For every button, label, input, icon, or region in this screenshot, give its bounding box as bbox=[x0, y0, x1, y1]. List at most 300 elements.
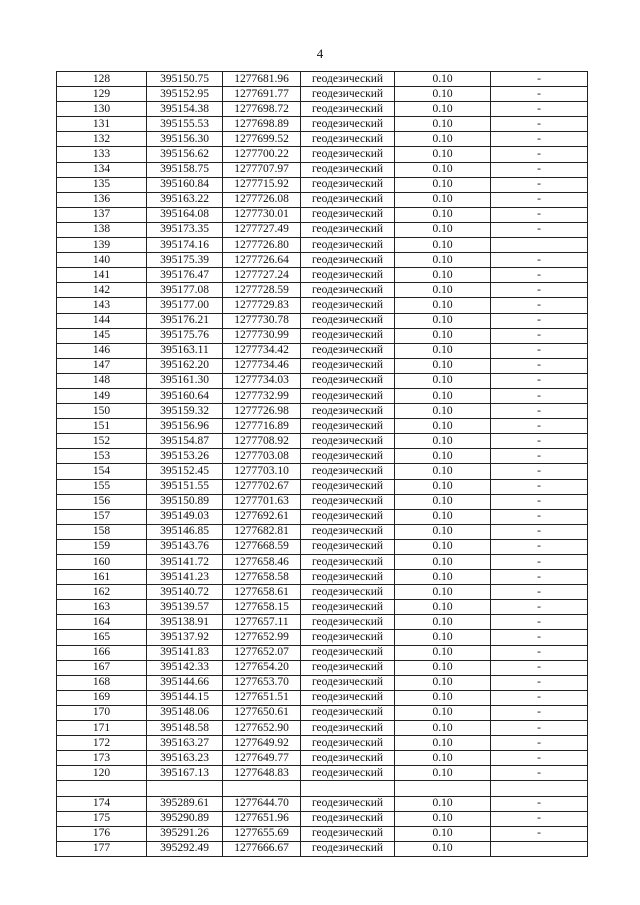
precision-cell: 0.10 bbox=[395, 117, 491, 132]
table-row bbox=[57, 72, 588, 87]
method-cell: геодезический bbox=[301, 358, 395, 373]
point-number-cell: 128 bbox=[57, 72, 147, 87]
x-coordinate-cell: 395141.83 bbox=[147, 645, 223, 660]
point-number-cell: 176 bbox=[57, 826, 147, 841]
x-coordinate-cell: 395161.30 bbox=[147, 373, 223, 388]
x-coordinate-cell: 395175.39 bbox=[147, 253, 223, 268]
y-coordinate-cell: 1277653.70 bbox=[223, 675, 301, 690]
precision-cell: 0.10 bbox=[395, 449, 491, 464]
y-coordinate-cell: 1277655.69 bbox=[223, 826, 301, 841]
x-coordinate-cell: 395146.85 bbox=[147, 524, 223, 539]
precision-cell: 0.10 bbox=[395, 373, 491, 388]
table-row bbox=[57, 615, 588, 630]
x-coordinate-cell: 395291.26 bbox=[147, 826, 223, 841]
method-cell: геодезический bbox=[301, 283, 395, 298]
method-cell: геодезический bbox=[301, 132, 395, 147]
point-number-cell: 151 bbox=[57, 419, 147, 434]
table-row bbox=[57, 781, 588, 796]
table-row bbox=[57, 524, 588, 539]
y-coordinate-cell: 1277707.97 bbox=[223, 162, 301, 177]
table-row bbox=[57, 796, 588, 811]
y-coordinate-cell: 1277732.99 bbox=[223, 388, 301, 403]
point-number-cell: 146 bbox=[57, 343, 147, 358]
method-cell: геодезический bbox=[301, 524, 395, 539]
point-number-cell: 135 bbox=[57, 177, 147, 192]
note-cell: - bbox=[491, 298, 588, 313]
note-cell: - bbox=[491, 690, 588, 705]
table-row bbox=[57, 283, 588, 298]
x-coordinate-cell: 395151.55 bbox=[147, 479, 223, 494]
note-cell: - bbox=[491, 434, 588, 449]
table-row bbox=[57, 358, 588, 373]
table-row bbox=[57, 555, 588, 570]
precision-cell: 0.10 bbox=[395, 841, 491, 856]
y-coordinate-cell: 1277658.61 bbox=[223, 585, 301, 600]
method-cell: геодезический bbox=[301, 751, 395, 766]
precision-cell: 0.10 bbox=[395, 811, 491, 826]
table-row bbox=[57, 388, 588, 403]
y-coordinate-cell: 1277727.24 bbox=[223, 268, 301, 283]
method-cell: геодезический bbox=[301, 298, 395, 313]
method-cell: геодезический bbox=[301, 419, 395, 434]
y-coordinate-cell: 1277708.92 bbox=[223, 434, 301, 449]
point-number-cell: 132 bbox=[57, 132, 147, 147]
table-row bbox=[57, 117, 588, 132]
precision-cell: 0.10 bbox=[395, 796, 491, 811]
method-cell: геодезический bbox=[301, 600, 395, 615]
x-coordinate-cell: 395163.27 bbox=[147, 736, 223, 751]
x-coordinate-cell: 395141.72 bbox=[147, 555, 223, 570]
y-coordinate-cell: 1277699.52 bbox=[223, 132, 301, 147]
point-number-cell: 162 bbox=[57, 585, 147, 600]
page-number: 4 bbox=[316, 46, 324, 61]
note-cell: - bbox=[491, 373, 588, 388]
precision-cell: 0.10 bbox=[395, 630, 491, 645]
x-coordinate-cell: 395164.08 bbox=[147, 207, 223, 222]
method-cell: геодезический bbox=[301, 494, 395, 509]
precision-cell: 0.10 bbox=[395, 509, 491, 524]
point-number-cell: 170 bbox=[57, 705, 147, 720]
method-cell: геодезический bbox=[301, 585, 395, 600]
precision-cell: 0.10 bbox=[395, 238, 491, 253]
table-row bbox=[57, 343, 588, 358]
note-cell: - bbox=[491, 705, 588, 720]
method-cell: геодезический bbox=[301, 253, 395, 268]
point-number-cell: 158 bbox=[57, 524, 147, 539]
precision-cell: 0.10 bbox=[395, 298, 491, 313]
y-coordinate-cell: 1277652.90 bbox=[223, 721, 301, 736]
table-row bbox=[57, 841, 588, 856]
precision-cell: 0.10 bbox=[395, 192, 491, 207]
y-coordinate-cell: 1277657.11 bbox=[223, 615, 301, 630]
note-cell bbox=[491, 841, 588, 856]
table-row bbox=[57, 298, 588, 313]
point-number-cell: 164 bbox=[57, 615, 147, 630]
point-number-cell: 166 bbox=[57, 645, 147, 660]
note-cell: - bbox=[491, 464, 588, 479]
point-number-cell: 130 bbox=[57, 102, 147, 117]
point-number-cell: 177 bbox=[57, 841, 147, 856]
precision-cell: 0.10 bbox=[395, 585, 491, 600]
note-cell: - bbox=[491, 72, 588, 87]
method-cell: геодезический bbox=[301, 87, 395, 102]
method-cell: геодезический bbox=[301, 207, 395, 222]
point-number-cell: 171 bbox=[57, 721, 147, 736]
point-number-cell: 136 bbox=[57, 192, 147, 207]
note-cell: - bbox=[491, 253, 588, 268]
point-number-cell: 147 bbox=[57, 358, 147, 373]
y-coordinate-cell: 1277666.67 bbox=[223, 841, 301, 856]
method-cell: геодезический bbox=[301, 736, 395, 751]
x-coordinate-cell: 395148.58 bbox=[147, 721, 223, 736]
precision-cell: 0.10 bbox=[395, 434, 491, 449]
x-coordinate-cell: 395292.49 bbox=[147, 841, 223, 856]
note-cell: - bbox=[491, 751, 588, 766]
point-number-cell: 152 bbox=[57, 434, 147, 449]
table-row bbox=[57, 630, 588, 645]
point-number-cell bbox=[57, 781, 147, 796]
x-coordinate-cell: 395173.35 bbox=[147, 222, 223, 237]
method-cell: геодезический bbox=[301, 555, 395, 570]
x-coordinate-cell: 395162.20 bbox=[147, 358, 223, 373]
note-cell: - bbox=[491, 283, 588, 298]
table-row bbox=[57, 660, 588, 675]
table-row bbox=[57, 464, 588, 479]
x-coordinate-cell: 395154.38 bbox=[147, 102, 223, 117]
method-cell: геодезический bbox=[301, 615, 395, 630]
table-row bbox=[57, 509, 588, 524]
method-cell: геодезический bbox=[301, 509, 395, 524]
x-coordinate-cell: 395144.66 bbox=[147, 675, 223, 690]
y-coordinate-cell: 1277658.15 bbox=[223, 600, 301, 615]
table-row bbox=[57, 479, 588, 494]
note-cell: - bbox=[491, 721, 588, 736]
note-cell: - bbox=[491, 343, 588, 358]
precision-cell: 0.10 bbox=[395, 253, 491, 268]
y-coordinate-cell: 1277726.08 bbox=[223, 192, 301, 207]
note-cell: - bbox=[491, 419, 588, 434]
point-number-cell: 131 bbox=[57, 117, 147, 132]
y-coordinate-cell: 1277681.96 bbox=[223, 72, 301, 87]
method-cell: геодезический bbox=[301, 72, 395, 87]
precision-cell: 0.10 bbox=[395, 721, 491, 736]
table-row bbox=[57, 102, 588, 117]
y-coordinate-cell: 1277715.92 bbox=[223, 177, 301, 192]
point-number-cell: 165 bbox=[57, 630, 147, 645]
y-coordinate-cell: 1277730.99 bbox=[223, 328, 301, 343]
precision-cell: 0.10 bbox=[395, 660, 491, 675]
y-coordinate-cell: 1277716.89 bbox=[223, 419, 301, 434]
table-row bbox=[57, 162, 588, 177]
point-number-cell: 133 bbox=[57, 147, 147, 162]
table-row bbox=[57, 373, 588, 388]
precision-cell: 0.10 bbox=[395, 555, 491, 570]
method-cell: геодезический bbox=[301, 313, 395, 328]
point-number-cell: 129 bbox=[57, 87, 147, 102]
x-coordinate-cell: 395155.53 bbox=[147, 117, 223, 132]
table-row bbox=[57, 253, 588, 268]
method-cell: геодезический bbox=[301, 147, 395, 162]
y-coordinate-cell: 1277702.67 bbox=[223, 479, 301, 494]
point-number-cell: 159 bbox=[57, 539, 147, 554]
method-cell: геодезический bbox=[301, 464, 395, 479]
x-coordinate-cell: 395290.89 bbox=[147, 811, 223, 826]
note-cell: - bbox=[491, 207, 588, 222]
coordinates-table-body bbox=[57, 72, 588, 857]
x-coordinate-cell: 395154.87 bbox=[147, 434, 223, 449]
table-row bbox=[57, 751, 588, 766]
x-coordinate-cell: 395150.75 bbox=[147, 72, 223, 87]
method-cell: геодезический bbox=[301, 721, 395, 736]
method-cell: геодезический bbox=[301, 479, 395, 494]
point-number-cell: 161 bbox=[57, 570, 147, 585]
precision-cell: 0.10 bbox=[395, 147, 491, 162]
x-coordinate-cell: 395149.03 bbox=[147, 509, 223, 524]
y-coordinate-cell: 1277726.80 bbox=[223, 238, 301, 253]
note-cell: - bbox=[491, 524, 588, 539]
note-cell: - bbox=[491, 479, 588, 494]
precision-cell: 0.10 bbox=[395, 102, 491, 117]
note-cell: - bbox=[491, 87, 588, 102]
x-coordinate-cell: 395150.89 bbox=[147, 494, 223, 509]
precision-cell: 0.10 bbox=[395, 162, 491, 177]
method-cell: геодезический bbox=[301, 449, 395, 464]
x-coordinate-cell: 395177.08 bbox=[147, 283, 223, 298]
precision-cell: 0.10 bbox=[395, 464, 491, 479]
y-coordinate-cell: 1277734.46 bbox=[223, 358, 301, 373]
table-row bbox=[57, 675, 588, 690]
x-coordinate-cell: 395153.26 bbox=[147, 449, 223, 464]
note-cell: - bbox=[491, 192, 588, 207]
note-cell: - bbox=[491, 358, 588, 373]
note-cell: - bbox=[491, 313, 588, 328]
x-coordinate-cell: 395163.22 bbox=[147, 192, 223, 207]
note-cell: - bbox=[491, 268, 588, 283]
x-coordinate-cell bbox=[147, 781, 223, 796]
table-row bbox=[57, 222, 588, 237]
precision-cell: 0.10 bbox=[395, 766, 491, 781]
note-cell: - bbox=[491, 796, 588, 811]
precision-cell: 0.10 bbox=[395, 177, 491, 192]
x-coordinate-cell: 395144.15 bbox=[147, 690, 223, 705]
method-cell: геодезический bbox=[301, 675, 395, 690]
note-cell: - bbox=[491, 675, 588, 690]
coordinates-table bbox=[56, 71, 588, 857]
precision-cell: 0.10 bbox=[395, 539, 491, 554]
precision-cell: 0.10 bbox=[395, 419, 491, 434]
method-cell: геодезический bbox=[301, 796, 395, 811]
y-coordinate-cell: 1277698.72 bbox=[223, 102, 301, 117]
table-row bbox=[57, 494, 588, 509]
point-number-cell: 168 bbox=[57, 675, 147, 690]
method-cell: геодезический bbox=[301, 645, 395, 660]
method-cell: геодезический bbox=[301, 811, 395, 826]
x-coordinate-cell: 395176.47 bbox=[147, 268, 223, 283]
y-coordinate-cell: 1277651.96 bbox=[223, 811, 301, 826]
method-cell: геодезический bbox=[301, 690, 395, 705]
table-row bbox=[57, 585, 588, 600]
method-cell: геодезический bbox=[301, 162, 395, 177]
y-coordinate-cell: 1277649.77 bbox=[223, 751, 301, 766]
y-coordinate-cell: 1277727.49 bbox=[223, 222, 301, 237]
method-cell: геодезический bbox=[301, 102, 395, 117]
method-cell: геодезический bbox=[301, 539, 395, 554]
point-number-cell: 155 bbox=[57, 479, 147, 494]
note-cell: - bbox=[491, 766, 588, 781]
x-coordinate-cell: 395159.32 bbox=[147, 404, 223, 419]
note-cell bbox=[491, 238, 588, 253]
y-coordinate-cell: 1277644.70 bbox=[223, 796, 301, 811]
table-row bbox=[57, 690, 588, 705]
point-number-cell: 148 bbox=[57, 373, 147, 388]
precision-cell: 0.10 bbox=[395, 600, 491, 615]
precision-cell: 0.10 bbox=[395, 72, 491, 87]
table-row bbox=[57, 826, 588, 841]
method-cell: геодезический bbox=[301, 222, 395, 237]
note-cell: - bbox=[491, 630, 588, 645]
note-cell: - bbox=[491, 388, 588, 403]
y-coordinate-cell: 1277682.81 bbox=[223, 524, 301, 539]
method-cell: геодезический bbox=[301, 570, 395, 585]
method-cell: геодезический bbox=[301, 268, 395, 283]
point-number-cell: 137 bbox=[57, 207, 147, 222]
x-coordinate-cell: 395140.72 bbox=[147, 585, 223, 600]
y-coordinate-cell: 1277703.08 bbox=[223, 449, 301, 464]
y-coordinate-cell: 1277658.46 bbox=[223, 555, 301, 570]
table-row bbox=[57, 207, 588, 222]
method-cell: геодезический bbox=[301, 192, 395, 207]
y-coordinate-cell: 1277668.59 bbox=[223, 539, 301, 554]
precision-cell: 0.10 bbox=[395, 283, 491, 298]
precision-cell: 0.10 bbox=[395, 343, 491, 358]
table-row bbox=[57, 600, 588, 615]
precision-cell: 0.10 bbox=[395, 479, 491, 494]
x-coordinate-cell: 395289.61 bbox=[147, 796, 223, 811]
precision-cell: 0.10 bbox=[395, 268, 491, 283]
note-cell: - bbox=[491, 177, 588, 192]
x-coordinate-cell: 395156.30 bbox=[147, 132, 223, 147]
y-coordinate-cell: 1277652.99 bbox=[223, 630, 301, 645]
precision-cell: 0.10 bbox=[395, 388, 491, 403]
method-cell: геодезический bbox=[301, 826, 395, 841]
table-row bbox=[57, 268, 588, 283]
y-coordinate-cell: 1277691.77 bbox=[223, 87, 301, 102]
y-coordinate-cell: 1277658.58 bbox=[223, 570, 301, 585]
method-cell: геодезический bbox=[301, 705, 395, 720]
table-row bbox=[57, 705, 588, 720]
table-row bbox=[57, 736, 588, 751]
x-coordinate-cell: 395160.64 bbox=[147, 388, 223, 403]
y-coordinate-cell: 1277700.22 bbox=[223, 147, 301, 162]
x-coordinate-cell: 395148.06 bbox=[147, 705, 223, 720]
precision-cell: 0.10 bbox=[395, 675, 491, 690]
x-coordinate-cell: 395163.11 bbox=[147, 343, 223, 358]
method-cell: геодезический bbox=[301, 177, 395, 192]
precision-cell: 0.10 bbox=[395, 570, 491, 585]
table-row bbox=[57, 539, 588, 554]
point-number-cell: 174 bbox=[57, 796, 147, 811]
x-coordinate-cell: 395176.21 bbox=[147, 313, 223, 328]
precision-cell: 0.10 bbox=[395, 690, 491, 705]
note-cell: - bbox=[491, 570, 588, 585]
precision-cell: 0.10 bbox=[395, 645, 491, 660]
point-number-cell: 175 bbox=[57, 811, 147, 826]
point-number-cell: 160 bbox=[57, 555, 147, 570]
y-coordinate-cell: 1277701.63 bbox=[223, 494, 301, 509]
method-cell: геодезический bbox=[301, 388, 395, 403]
point-number-cell: 149 bbox=[57, 388, 147, 403]
table-row bbox=[57, 766, 588, 781]
method-cell: геодезический bbox=[301, 373, 395, 388]
method-cell: геодезический bbox=[301, 404, 395, 419]
precision-cell: 0.10 bbox=[395, 751, 491, 766]
table-row bbox=[57, 87, 588, 102]
method-cell: геодезический bbox=[301, 117, 395, 132]
note-cell: - bbox=[491, 555, 588, 570]
y-coordinate-cell: 1277648.83 bbox=[223, 766, 301, 781]
note-cell: - bbox=[491, 328, 588, 343]
point-number-cell: 142 bbox=[57, 283, 147, 298]
y-coordinate-cell: 1277734.03 bbox=[223, 373, 301, 388]
x-coordinate-cell: 395174.16 bbox=[147, 238, 223, 253]
y-coordinate-cell: 1277730.78 bbox=[223, 313, 301, 328]
point-number-cell: 169 bbox=[57, 690, 147, 705]
x-coordinate-cell: 395156.96 bbox=[147, 419, 223, 434]
point-number-cell: 163 bbox=[57, 600, 147, 615]
note-cell: - bbox=[491, 162, 588, 177]
table-row bbox=[57, 192, 588, 207]
x-coordinate-cell: 395141.23 bbox=[147, 570, 223, 585]
point-number-cell: 138 bbox=[57, 222, 147, 237]
table-row bbox=[57, 147, 588, 162]
table-row bbox=[57, 419, 588, 434]
x-coordinate-cell: 395137.92 bbox=[147, 630, 223, 645]
table-row bbox=[57, 434, 588, 449]
note-cell: - bbox=[491, 404, 588, 419]
precision-cell: 0.10 bbox=[395, 222, 491, 237]
y-coordinate-cell: 1277728.59 bbox=[223, 283, 301, 298]
y-coordinate-cell: 1277734.42 bbox=[223, 343, 301, 358]
table-row bbox=[57, 721, 588, 736]
point-number-cell: 157 bbox=[57, 509, 147, 524]
y-coordinate-cell: 1277650.61 bbox=[223, 705, 301, 720]
point-number-cell: 172 bbox=[57, 736, 147, 751]
point-number-cell: 120 bbox=[57, 766, 147, 781]
x-coordinate-cell: 395158.75 bbox=[147, 162, 223, 177]
precision-cell: 0.10 bbox=[395, 207, 491, 222]
precision-cell: 0.10 bbox=[395, 358, 491, 373]
note-cell: - bbox=[491, 811, 588, 826]
point-number-cell: 153 bbox=[57, 449, 147, 464]
x-coordinate-cell: 395160.84 bbox=[147, 177, 223, 192]
x-coordinate-cell: 395138.91 bbox=[147, 615, 223, 630]
point-number-cell: 167 bbox=[57, 660, 147, 675]
point-number-cell: 139 bbox=[57, 238, 147, 253]
point-number-cell: 141 bbox=[57, 268, 147, 283]
y-coordinate-cell: 1277698.89 bbox=[223, 117, 301, 132]
y-coordinate-cell: 1277651.51 bbox=[223, 690, 301, 705]
x-coordinate-cell: 395163.23 bbox=[147, 751, 223, 766]
point-number-cell: 143 bbox=[57, 298, 147, 313]
table-row bbox=[57, 132, 588, 147]
precision-cell: 0.10 bbox=[395, 404, 491, 419]
note-cell bbox=[491, 781, 588, 796]
note-cell: - bbox=[491, 449, 588, 464]
precision-cell: 0.10 bbox=[395, 87, 491, 102]
note-cell: - bbox=[491, 117, 588, 132]
table-row bbox=[57, 570, 588, 585]
x-coordinate-cell: 395139.57 bbox=[147, 600, 223, 615]
